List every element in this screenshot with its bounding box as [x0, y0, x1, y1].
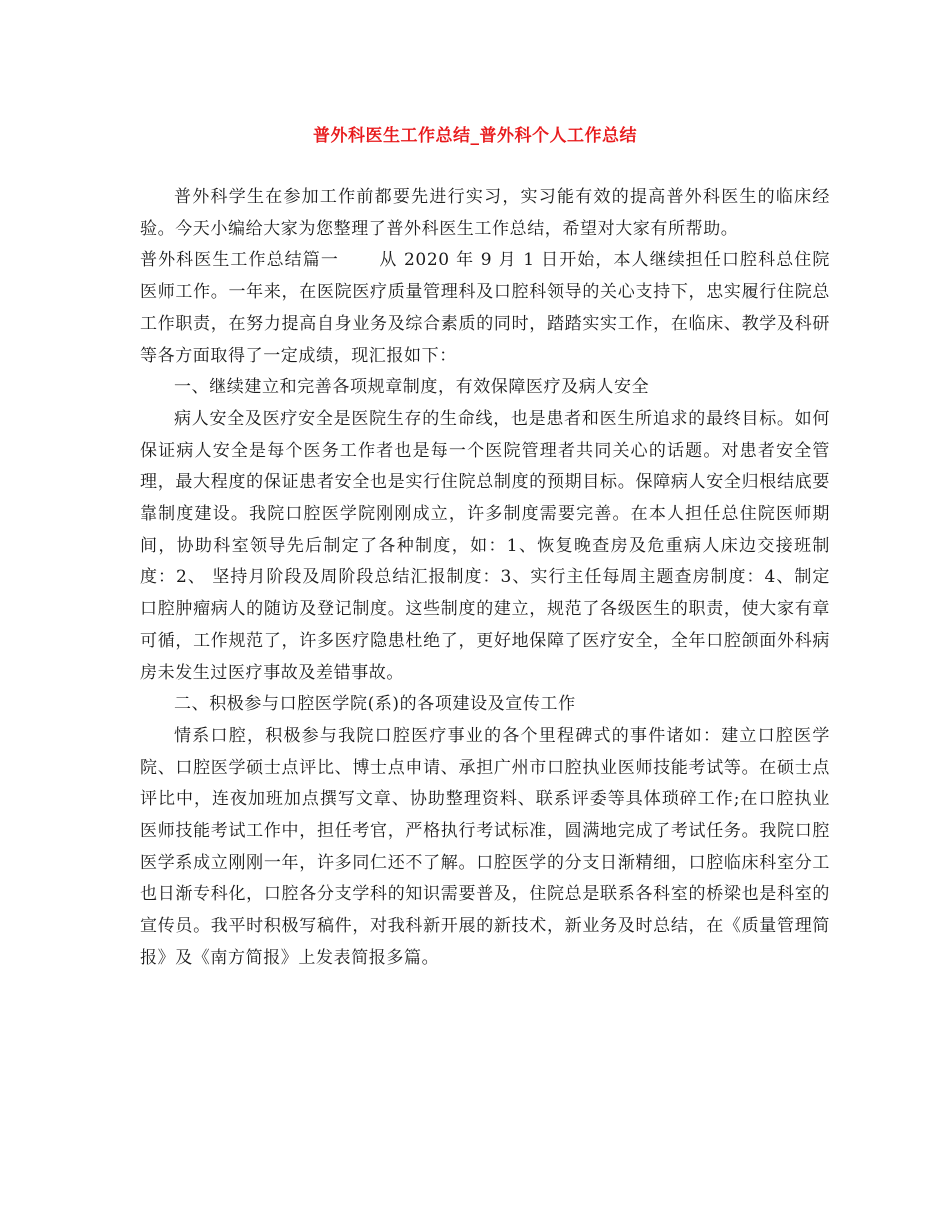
document-body	[140, 182, 830, 975]
paragraph-2: 情系口腔，积极参与我院口腔医疗事业的各个里程碑式的事件诸如：建立口腔医学院、口腔医学硕士点评比、博士点申请、承担广州市口腔执业医师技能考试等。在硕士点评比中，连夜加班加点撰写文章、协助整理资料、联系评委等具体琐碎工作;在口腔执业医师技能考试工作中，担任考官，严格执行考试标准，圆满地完成了考试任务。我院口腔医学系成立刚刚一年，许多同仁还不了解。口腔医学的分支日渐精细，口腔临床科室分工也日渐专科化，口腔各分支学科的知识需要普及，住院总是联系各科室的桥梁也是科室的宣传员。我平时积极写稿件，对我科新开展的新技术，新业务及时总结，在《质量管理简报》及《南方简报》上发表简报多篇。	[140, 725, 830, 968]
paragraph-1: 病人安全及医疗安全是医院生存的生命线，也是患者和医生所追求的最终目标。如何保证病人安全是每个医务工作者也是每一个医院管理者共同关心的话题。对患者安全管理，最大程度的保证患者安全也是实行住院总制度的预期目标。保障病人安全归根结底要靠制度建设。我院口腔医学院刚刚成立，许多制度需要完善。在本人担任总住院医师期间，协助科室领导先后制定了各种制度，如：1、恢复晚查房及危重病人床边交接班制度：2、 坚持月阶段及周阶段总结汇报制度：3、实行主任每周主题查房制度：4、制定口腔肿瘤病人的随访及登记制度。这些制度的建立，规范了各级医生的职责，使大家有章可循，工作规范了，许多医疗隐患杜绝了，更好地保障了医疗安全，全年口腔颌面外科病房未发生过医疗事故及差错事故。	[140, 408, 830, 683]
heading-1: 一、继续建立和完善各项规章制度，有效保障医疗及病人安全	[174, 377, 650, 398]
intro-paragraph: 普外科学生在参加工作前都要先进行实习，实习能有效的提高普外科医生的临床经验。今天小编给大家为您整理了普外科医生工作总结，希望对大家有所帮助。	[140, 187, 830, 239]
document-title: 普外科医生工作总结_普外科个人工作总结	[313, 126, 637, 146]
heading-2: 二、积极参与口腔医学院(系)的各项建设及宣传工作	[174, 694, 576, 715]
section-paragraph	[140, 245, 830, 372]
section-label: 普外科医生工作总结篇一	[140, 250, 339, 271]
section-intro: 从 2020 年 9 月 1 日开始，本人继续担任口腔科总住院医师工作。一年来，在医院医疗质量管理科及口腔科领导的关心支持下，忠实履行住院总工作职责，在努力提高自身业务及综合素质的同时，踏踏实实工作，在临床、教学及科研等各方面取得了一定成绩，现汇报如下：	[140, 250, 830, 366]
